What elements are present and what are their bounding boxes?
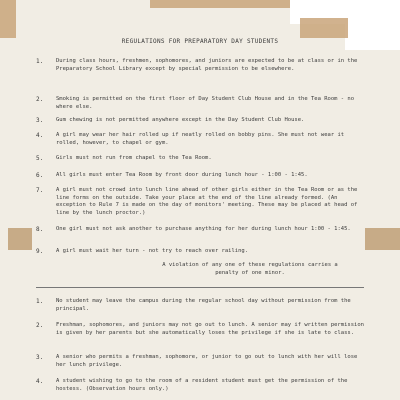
rule-number: 2. <box>36 322 44 329</box>
rule-text: A senior who permits a freshman, sophomore, or junior to go out to lunch with her will lose her lunch privilege. <box>56 354 361 368</box>
rule-text: Smoking is permitted on the first floor of Day Student Club House and in the Tea Room - no where else. <box>56 96 358 110</box>
rule-number: 6. <box>36 172 44 179</box>
paper-stain <box>150 0 290 8</box>
rule-text: Freshman, sophomores, and juniors may not go out to lunch. A senior may if written permission is given by her parents but she automatically loses the privilege if she is late to class. <box>56 322 368 336</box>
rule-text: A girl may wear her hair rolled up if neatly rolled on bobby pins. She must not wear it rolled, however, to chapel or gym. <box>56 132 348 146</box>
paper-stain <box>300 18 348 38</box>
rule-text: All girls must enter Tea Room by front door during lunch hour - 1:00 - 1:45. <box>56 172 308 178</box>
rule-item <box>0 226 400 239</box>
rule-text: A girl must not crowd into lunch line ahead of other girls either in the Tea Room or as the line forms on the outside. Take your place at the end of the line already formed. (An exception to Rule 7 is made on the day of monitors' meeting. These may be placed at head of line by the lunch proctor.) <box>56 187 361 216</box>
rule-number: 4. <box>36 378 44 385</box>
rule-text: One girl must not ask another to purchase anything for her during lunch hour 1:00 - 1:45. <box>56 226 351 232</box>
rule-text: During class hours, freshmen, sophomores, and juniors are expected to be at class or in the Preparatory School Library except by special permission to be elsewhere. <box>56 58 361 72</box>
penalty-note: A violation of any one of these regulations carries a penalty of one minor. <box>162 262 342 276</box>
rule-number: 9. <box>36 248 44 255</box>
section-divider <box>36 287 364 288</box>
rule-number: 3. <box>36 354 44 361</box>
rule-number: 1. <box>36 298 44 305</box>
rule-number: 8. <box>36 226 44 233</box>
rule-text: No student may leave the campus during the regular school day without permission from the principal. <box>56 298 355 312</box>
rule-item <box>0 378 400 391</box>
rule-number: 5. <box>36 155 44 162</box>
rule-number: 3. <box>36 117 44 124</box>
rule-item <box>0 132 400 145</box>
rule-item <box>0 248 400 261</box>
rule-text: Gum chewing is not permitted anywhere except in the Day Student Club House. <box>56 117 305 123</box>
rule-item <box>0 117 400 130</box>
rule-item <box>0 155 400 168</box>
paper-stain <box>0 0 16 38</box>
torn-edge <box>345 20 400 50</box>
rule-item <box>0 322 400 335</box>
rule-number: 7. <box>36 187 44 194</box>
rule-number: 1. <box>36 58 44 65</box>
document-title: REGULATIONS FOR PREPARATORY DAY STUDENTS <box>121 38 279 45</box>
rule-number: 2. <box>36 96 44 103</box>
rule-item <box>0 96 400 109</box>
rule-text: A girl must wait her turn - not try to reach over railing. <box>56 248 249 254</box>
rule-item <box>0 354 400 367</box>
rule-item <box>0 298 400 311</box>
rule-text: Girls must not run from chapel to the Tea Room. <box>56 155 212 161</box>
rule-number: 4. <box>36 132 44 139</box>
rule-text: A student wishing to go to the room of a resident student must get the permission of the hostess. (Observation hours only.) <box>56 378 351 392</box>
rule-item <box>0 187 400 216</box>
rule-item <box>0 58 400 71</box>
rule-item <box>0 172 400 185</box>
